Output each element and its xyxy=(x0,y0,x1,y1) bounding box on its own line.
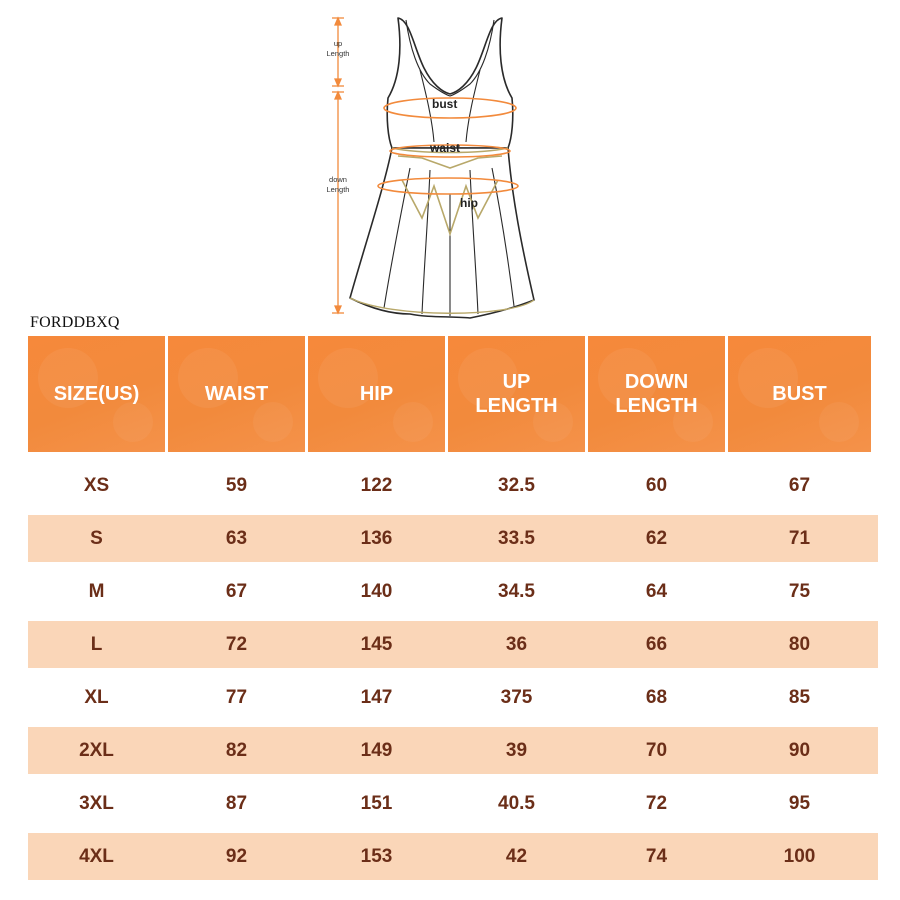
header-waist xyxy=(168,336,305,452)
table-row xyxy=(28,674,878,721)
cell-up-length: 34.5 xyxy=(498,580,535,602)
down-length-label-1: down xyxy=(329,175,347,184)
cell-down-length: 64 xyxy=(645,580,668,602)
cell-up-length: 40.5 xyxy=(498,792,535,814)
cell-waist: 63 xyxy=(225,527,248,549)
up-length-label-1: up xyxy=(333,39,343,48)
cell-down-length: 70 xyxy=(645,739,668,761)
cell-down-length: 62 xyxy=(645,527,668,549)
table-row xyxy=(28,568,878,615)
header-bust-text xyxy=(772,382,826,406)
cell-down-length: 74 xyxy=(645,845,668,867)
cell-hip: 136 xyxy=(360,527,393,549)
cell-hip: 147 xyxy=(360,686,393,708)
cell-hip: 140 xyxy=(360,580,393,602)
header-up-length-line: UP xyxy=(502,371,531,393)
table-row xyxy=(28,462,878,509)
cell-hip: 151 xyxy=(360,792,393,814)
cell-down-length: 60 xyxy=(645,474,668,496)
cell-waist: 59 xyxy=(225,474,248,496)
cell-waist: 72 xyxy=(225,633,248,655)
cell-waist: 92 xyxy=(225,845,248,867)
header-bust xyxy=(728,336,871,452)
cell-size: S xyxy=(90,527,103,549)
header-down-length xyxy=(588,336,725,452)
header-hip xyxy=(308,336,445,452)
header-size-text xyxy=(54,382,140,406)
header-waist-text xyxy=(205,382,268,406)
table-row xyxy=(28,833,878,880)
header-up-length-line: LENGTH xyxy=(475,395,558,417)
cell-size: M xyxy=(88,580,105,602)
cell-up-length: 39 xyxy=(505,739,528,761)
header-down-length-line: DOWN xyxy=(624,371,689,393)
header-size xyxy=(28,336,165,452)
header-size-line: SIZE(US) xyxy=(53,383,140,405)
cell-hip: 122 xyxy=(360,474,393,496)
cell-waist: 82 xyxy=(225,739,248,761)
cell-down-length: 72 xyxy=(645,792,668,814)
cell-up-length: 32.5 xyxy=(498,474,535,496)
cell-size: L xyxy=(90,633,103,655)
cell-up-length: 33.5 xyxy=(498,527,535,549)
cell-waist: 87 xyxy=(225,792,248,814)
table-body xyxy=(28,462,878,880)
cell-bust: 80 xyxy=(788,633,811,655)
cell-size: XS xyxy=(83,474,110,496)
table-row xyxy=(28,621,878,668)
dress-outline xyxy=(350,18,534,318)
cell-waist: 77 xyxy=(225,686,248,708)
cell-bust: 100 xyxy=(783,845,816,867)
header-down-length-line: LENGTH xyxy=(615,395,698,417)
cell-bust: 67 xyxy=(788,474,811,496)
size-chart-table xyxy=(28,336,878,888)
header-waist-line: WAIST xyxy=(204,383,269,405)
waist-label: waist xyxy=(430,141,461,155)
cell-size: 4XL xyxy=(79,845,114,867)
cell-down-length: 68 xyxy=(645,686,668,708)
cell-hip: 153 xyxy=(360,845,393,867)
cell-bust: 75 xyxy=(788,580,811,602)
cell-up-length: 36 xyxy=(505,633,528,655)
cell-down-length: 66 xyxy=(645,633,668,655)
up-length-label-2: Length xyxy=(326,49,350,58)
header-up-length xyxy=(448,336,585,452)
cell-up-length: 375 xyxy=(500,686,533,708)
down-length-arrow xyxy=(332,92,344,313)
cell-waist: 67 xyxy=(225,580,248,602)
dress-illustration xyxy=(310,8,550,326)
header-hip-line: HIP xyxy=(359,383,394,405)
down-length-label-2: Length xyxy=(326,185,350,194)
bust-label: bust xyxy=(432,97,458,111)
brand-name: FORDDBXQ xyxy=(30,314,120,331)
cell-size: XL xyxy=(84,686,109,708)
table-row xyxy=(28,727,878,774)
header-hip-text xyxy=(360,382,393,406)
cell-size: 3XL xyxy=(79,792,114,814)
header-bust-line: BUST xyxy=(772,383,827,405)
table-row xyxy=(28,780,878,827)
table-header-row xyxy=(28,336,878,452)
table-row xyxy=(28,515,878,562)
cell-bust: 71 xyxy=(788,527,811,549)
cell-bust: 85 xyxy=(788,686,811,708)
cell-bust: 90 xyxy=(788,739,811,761)
header-down-length-text xyxy=(615,370,697,418)
cell-hip: 145 xyxy=(360,633,393,655)
cell-hip: 149 xyxy=(360,739,393,761)
dress-measurement-figure xyxy=(310,8,550,326)
hip-label: hip xyxy=(460,196,478,210)
cell-up-length: 42 xyxy=(505,845,528,867)
cell-bust: 95 xyxy=(788,792,811,814)
header-up-length-text xyxy=(475,370,557,418)
cell-size: 2XL xyxy=(79,739,114,761)
